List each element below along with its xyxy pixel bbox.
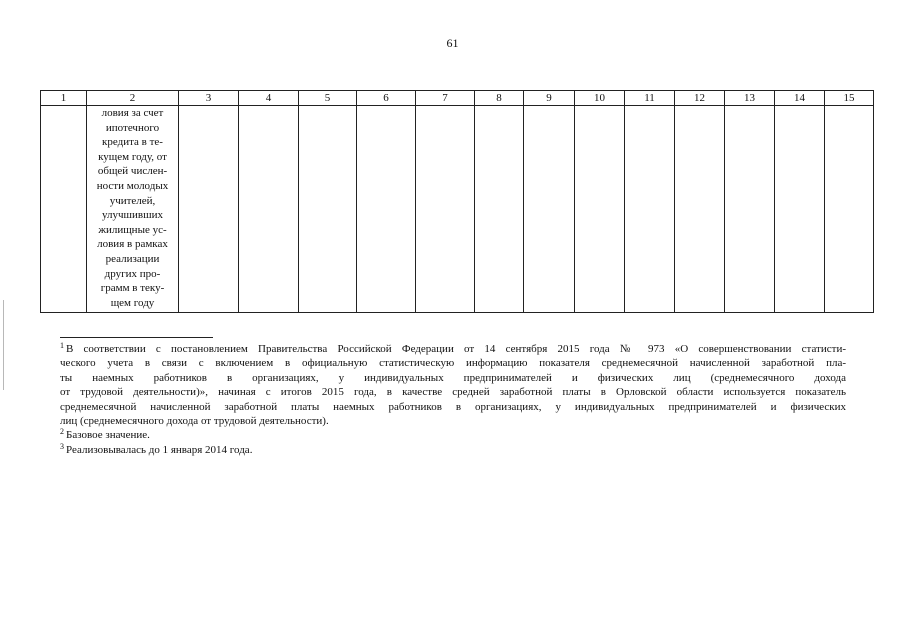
column-header: 12 <box>675 91 725 106</box>
page-number: 61 <box>446 36 459 50</box>
table-cell <box>725 106 775 313</box>
description-line: улучшивших <box>102 209 163 222</box>
table-cell <box>475 106 524 313</box>
column-header: 5 <box>299 91 357 106</box>
description-line: общей числен- <box>97 165 168 178</box>
column-header: 4 <box>239 91 299 106</box>
description-line: реализации <box>105 252 160 265</box>
table-row <box>41 106 874 313</box>
table-cell <box>179 106 239 313</box>
footnote-1-line: ты наемных работников в организациях, у индивидуальных предпринимателей и физических лиц (среднемесячного дохода <box>60 371 846 384</box>
table-cell <box>575 106 625 313</box>
column-header: 15 <box>825 91 874 106</box>
description-line: жилищные ус- <box>98 223 167 236</box>
column-header: 9 <box>524 91 575 106</box>
column-header: 3 <box>179 91 239 106</box>
column-header: 11 <box>625 91 675 106</box>
table-cell <box>825 106 874 313</box>
footnote-mark: 2 <box>60 427 64 437</box>
footnote-1-line: ческого учета в связи с включением в официальную статистическую информацию показателя среднемесячной начисленной заработной пла- <box>60 357 846 370</box>
column-header: 1 <box>41 91 87 106</box>
footnote-1-line: от трудовой деятельности)», начиная с итогов 2015 года, в качестве средней заработной платы в Орловской области используется показатель <box>60 386 846 399</box>
column-header: 7 <box>416 91 475 106</box>
table-cell <box>239 106 299 313</box>
table-cell <box>357 106 416 313</box>
scan-edge-mark <box>3 300 4 390</box>
footnote-mark: 3 <box>60 441 64 451</box>
footnote-mark: 1 <box>60 341 64 350</box>
footnotes <box>60 342 846 457</box>
header-row <box>41 91 874 106</box>
description-line: ипотечного <box>105 121 160 134</box>
footnote-2: $^2$ Базовое значение. <box>60 427 150 442</box>
description-line: учителей, <box>109 194 156 207</box>
description-line: кредита в те- <box>102 136 163 149</box>
footnote-1-line: $^1$ В соответствии с постановлением Правительства Российской Федерации от 14 сентября 2015 года № 973 «О совершенствовании статисти- <box>60 341 846 355</box>
column-header: 14 <box>775 91 825 106</box>
description-line: ности молодых <box>96 179 169 192</box>
description-line: кущем году, от <box>98 150 167 163</box>
column-header: 8 <box>475 91 524 106</box>
description-line: ловия в рамках <box>97 238 168 251</box>
column-header: 10 <box>575 91 625 106</box>
footnote-1-line: лиц (среднемесячного дохода от трудовой деятельности). <box>60 415 329 428</box>
column-header: 2 <box>87 91 179 106</box>
table-cell <box>299 106 357 313</box>
description-line: других про- <box>104 267 161 280</box>
column-header: 6 <box>357 91 416 106</box>
indicator-description-cell <box>87 106 179 313</box>
footnote-separator <box>60 337 213 338</box>
column-header: 13 <box>725 91 775 106</box>
footnote-3: $^3$ Реализовывалась до 1 января 2014 года. <box>60 441 253 456</box>
description-line: грамм в теку- <box>100 282 165 295</box>
footnote-1-line: среднемесячной начисленной заработной платы наемных работников в организациях, у индивидуальных предпринимателей и физических <box>60 400 846 413</box>
table-cell <box>524 106 575 313</box>
description-line: щем году <box>110 296 155 309</box>
table-cell <box>775 106 825 313</box>
table-cell <box>41 106 87 313</box>
table-cell <box>625 106 675 313</box>
description-line: ловия за счет <box>101 107 164 119</box>
indicator-table <box>40 90 874 313</box>
table-cell <box>416 106 475 313</box>
table-cell <box>675 106 725 313</box>
